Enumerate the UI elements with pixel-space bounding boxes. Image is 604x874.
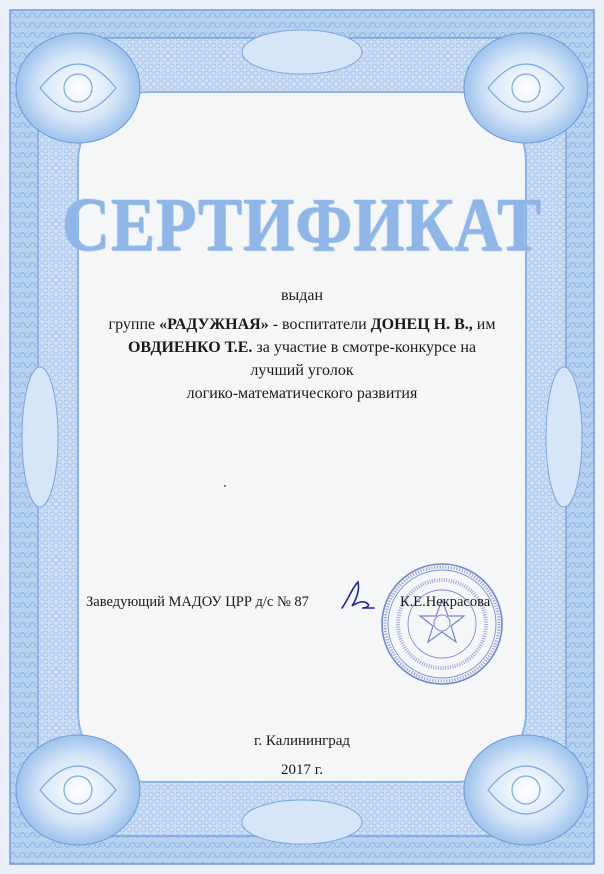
teacher-name-1: ДОНЕЦ Н. В., <box>370 316 473 333</box>
body-text-4: за участие в смотре-конкурсе на лучший уголок <box>250 339 477 379</box>
issued-label: выдан <box>280 287 324 304</box>
body-text-3: им <box>472 316 496 333</box>
body-text-2: - воспитатели <box>268 316 371 333</box>
teacher-name-2: ОВДИЕНКО Т.Е. <box>127 339 253 356</box>
group-name: «РАДУЖНАЯ» <box>159 316 269 333</box>
year: 2017 г. <box>281 762 323 778</box>
body-text-5: логико-математического развития <box>186 385 418 402</box>
certificate-body <box>100 313 504 405</box>
signatory-position: Заведующий МАДОУ ЦРР д/с № 87 <box>86 594 309 610</box>
certificate-title: СЕРТИФИКАТ <box>62 183 542 268</box>
signatory-name: К.Е.Некрасова <box>400 594 491 610</box>
ink-dot <box>224 485 226 487</box>
official-stamp <box>378 560 506 688</box>
body-text-1: группе <box>108 316 160 333</box>
city: г. Калининград <box>253 733 351 749</box>
handwritten-signature <box>338 578 378 614</box>
